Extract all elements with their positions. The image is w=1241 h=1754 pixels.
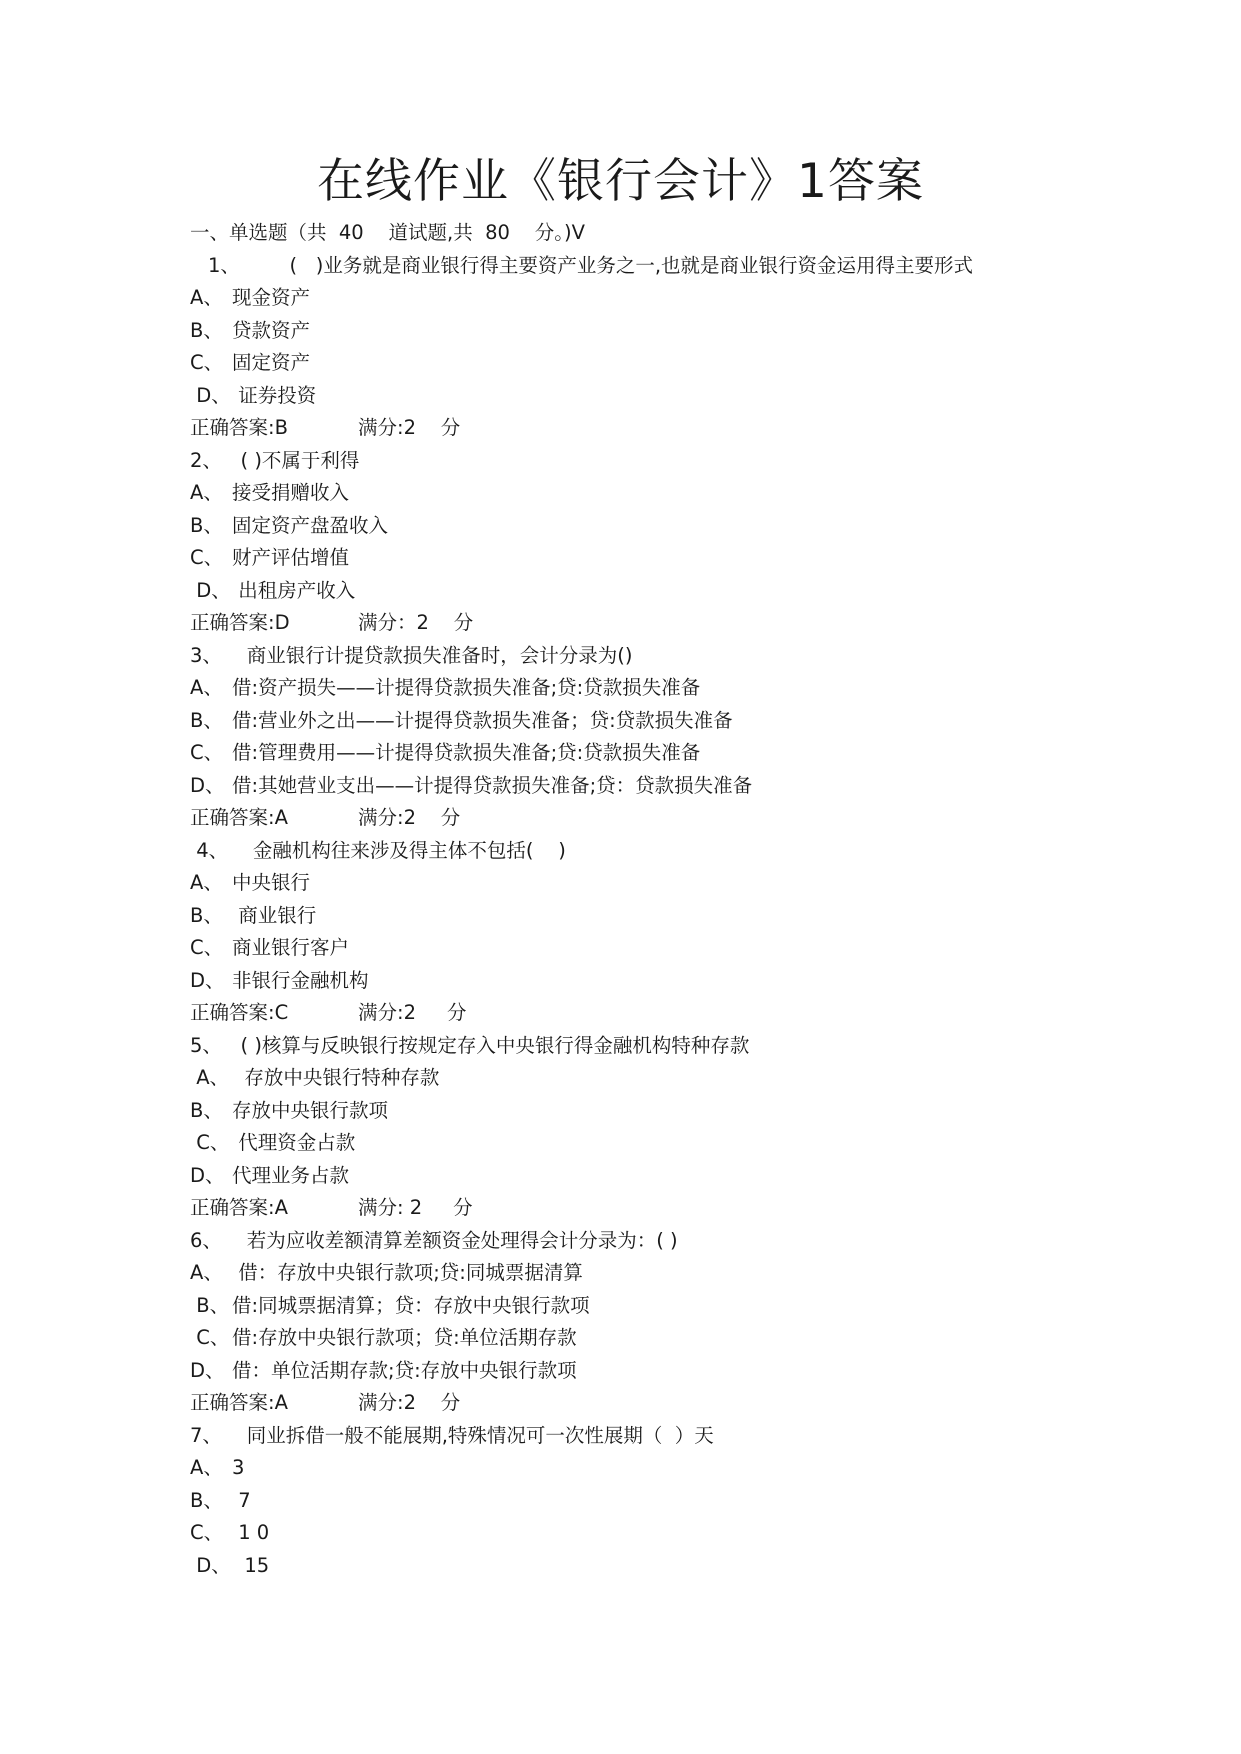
option-c bbox=[190, 1127, 1170, 1160]
option-letter: B、 bbox=[190, 1098, 223, 1122]
option-d bbox=[190, 770, 1170, 803]
question-number: 7、 bbox=[190, 1423, 222, 1447]
option-letter: C、 bbox=[190, 546, 224, 569]
question-text: 金融机构往来涉及得主体不包括( ) bbox=[228, 838, 566, 862]
option-text: 非银行金融机构 bbox=[232, 968, 369, 992]
option-letter: B、 bbox=[190, 1488, 223, 1512]
option-b bbox=[190, 705, 1170, 738]
option-d bbox=[190, 1355, 1170, 1388]
option-letter: C、 bbox=[190, 351, 224, 374]
question-5 bbox=[190, 1030, 1170, 1225]
option-letter: A、 bbox=[190, 1261, 223, 1284]
option-letter: C、 bbox=[190, 936, 224, 959]
option-letter: A、 bbox=[190, 286, 223, 309]
option-text: 固定资产盘盈收入 bbox=[232, 513, 389, 537]
option-text: 借:营业外之出——计提得贷款损失准备；贷:贷款损失准备 bbox=[232, 708, 733, 732]
option-text: 1 0 bbox=[232, 1521, 270, 1544]
question-stem bbox=[190, 835, 1170, 868]
option-letter: C、 bbox=[190, 1131, 230, 1154]
option-b bbox=[190, 1485, 1170, 1518]
correct-answer: 正确答案:A bbox=[190, 1391, 288, 1414]
question-number: 4、 bbox=[190, 838, 229, 862]
question-6 bbox=[190, 1225, 1170, 1420]
option-letter: C、 bbox=[190, 1521, 224, 1544]
option-b bbox=[190, 1095, 1170, 1128]
question-text: ( )业务就是商业银行得主要资产业务之一,也就是商业银行资金运用得主要形式 bbox=[239, 253, 974, 277]
option-c bbox=[190, 737, 1170, 770]
document-title: 在线作业《银行会计》1答案 bbox=[317, 154, 924, 209]
question-text: 若为应收差额清算差额资金处理得会计分录为：( ) bbox=[221, 1228, 678, 1252]
option-d bbox=[190, 1550, 1170, 1583]
option-letter: D、 bbox=[190, 968, 225, 992]
answer-line bbox=[190, 412, 1170, 445]
option-text: 借：单位活期存款;贷:存放中央银行款项 bbox=[232, 1358, 577, 1382]
question-number: 3、 bbox=[190, 643, 222, 667]
option-letter: A、 bbox=[190, 1066, 230, 1089]
option-text: 借:存放中央银行款项；贷:单位活期存款 bbox=[232, 1326, 577, 1349]
question-number: 5、 bbox=[190, 1033, 222, 1057]
question-4 bbox=[190, 835, 1170, 1030]
option-letter: B、 bbox=[190, 903, 223, 927]
option-text: 商业银行 bbox=[232, 903, 317, 927]
option-c bbox=[190, 347, 1170, 380]
correct-answer: 正确答案:A bbox=[190, 806, 288, 829]
option-letter: D、 bbox=[190, 1163, 225, 1187]
option-letter: C、 bbox=[190, 741, 224, 764]
option-d bbox=[190, 575, 1170, 608]
option-text: 中央银行 bbox=[232, 871, 311, 894]
question-text: ( )不属于利得 bbox=[221, 448, 360, 472]
option-c bbox=[190, 932, 1170, 965]
option-c bbox=[190, 542, 1170, 575]
option-text: 证券投资 bbox=[232, 383, 317, 407]
option-text: 借:管理费用——计提得贷款损失准备;贷:贷款损失准备 bbox=[232, 741, 701, 764]
question-stem bbox=[190, 250, 1170, 283]
option-b bbox=[190, 315, 1170, 348]
option-text: 借：存放中央银行款项;贷:同城票据清算 bbox=[232, 1261, 583, 1284]
full-score: 满分:2 分 bbox=[358, 1391, 461, 1414]
option-c bbox=[190, 1517, 1170, 1550]
option-text: 接受捐赠收入 bbox=[232, 481, 350, 504]
option-a bbox=[190, 1257, 1170, 1290]
question-text: 同业拆借一般不能展期,特殊情况可一次性展期（ ）天 bbox=[221, 1423, 714, 1447]
question-number: 2、 bbox=[190, 448, 222, 472]
option-text: 借:资产损失——计提得贷款损失准备;贷:贷款损失准备 bbox=[232, 676, 701, 699]
answer-line bbox=[190, 802, 1170, 835]
option-b bbox=[190, 510, 1170, 543]
question-1 bbox=[190, 250, 1170, 445]
option-letter: B、 bbox=[190, 513, 223, 537]
option-d bbox=[190, 380, 1170, 413]
full-score: 满分:2 分 bbox=[358, 1001, 467, 1024]
option-b bbox=[190, 1290, 1170, 1323]
option-text: 现金资产 bbox=[232, 286, 311, 309]
full-score: 满分: 2 分 bbox=[358, 1196, 473, 1219]
option-text: 商业银行客户 bbox=[232, 936, 350, 959]
question-text: 商业银行计提贷款损失准备时，会计分录为() bbox=[221, 643, 633, 667]
correct-answer: 正确答案:B bbox=[190, 416, 288, 439]
option-a bbox=[190, 1062, 1170, 1095]
question-stem bbox=[190, 1420, 1170, 1453]
correct-answer: 正确答案:D bbox=[190, 611, 290, 634]
option-text: 存放中央银行特种存款 bbox=[232, 1066, 440, 1089]
option-letter: A、 bbox=[190, 481, 223, 504]
full-score: 满分：2 分 bbox=[358, 611, 474, 634]
question-number: 1、 bbox=[208, 253, 240, 277]
option-letter: A、 bbox=[190, 1456, 223, 1479]
option-letter: B、 bbox=[190, 1293, 230, 1317]
option-letter: A、 bbox=[190, 676, 223, 699]
correct-answer: 正确答案:A bbox=[190, 1196, 288, 1219]
option-text: 代理资金占款 bbox=[232, 1131, 356, 1154]
option-a bbox=[190, 867, 1170, 900]
option-text: 7 bbox=[232, 1488, 251, 1512]
option-a bbox=[190, 672, 1170, 705]
option-letter: B、 bbox=[190, 708, 223, 732]
option-letter: B、 bbox=[190, 318, 223, 342]
question-7 bbox=[190, 1420, 1170, 1583]
option-c bbox=[190, 1322, 1170, 1355]
correct-answer: 正确答案:C bbox=[190, 1001, 289, 1024]
question-stem bbox=[190, 640, 1170, 673]
option-text: 借:其她营业支出——计提得贷款损失准备;贷：贷款损失准备 bbox=[232, 773, 753, 797]
option-text: 固定资产 bbox=[232, 351, 311, 374]
option-d bbox=[190, 1160, 1170, 1193]
answer-line bbox=[190, 997, 1170, 1030]
section-header: 一、单选题（共 40 道试题,共 80 分。)V bbox=[190, 221, 585, 244]
option-letter: D、 bbox=[190, 1553, 231, 1577]
option-text: 贷款资产 bbox=[232, 318, 311, 342]
option-text: 代理业务占款 bbox=[232, 1163, 350, 1187]
option-letter: D、 bbox=[190, 773, 225, 797]
option-a bbox=[190, 477, 1170, 510]
option-a bbox=[190, 282, 1170, 315]
question-stem bbox=[190, 1030, 1170, 1063]
option-text: 存放中央银行款项 bbox=[232, 1098, 389, 1122]
option-text: 借:同城票据清算；贷：存放中央银行款项 bbox=[232, 1293, 590, 1317]
question-number: 6、 bbox=[190, 1228, 222, 1252]
question-3 bbox=[190, 640, 1170, 835]
option-text: 财产评估增值 bbox=[232, 546, 350, 569]
option-a bbox=[190, 1452, 1170, 1485]
option-letter: D、 bbox=[190, 1358, 225, 1382]
option-letter: A、 bbox=[190, 871, 223, 894]
answer-line bbox=[190, 607, 1170, 640]
option-text: 15 bbox=[232, 1553, 270, 1577]
option-letter: D、 bbox=[190, 578, 231, 602]
answer-line bbox=[190, 1387, 1170, 1420]
option-b bbox=[190, 900, 1170, 933]
option-text: 3 bbox=[232, 1456, 245, 1479]
question-stem bbox=[190, 445, 1170, 478]
option-letter: C、 bbox=[190, 1326, 230, 1349]
answer-line bbox=[190, 1192, 1170, 1225]
full-score: 满分:2 分 bbox=[358, 806, 461, 829]
full-score: 满分:2 分 bbox=[358, 416, 461, 439]
document-body bbox=[190, 217, 1170, 1582]
option-text: 出租房产收入 bbox=[232, 578, 356, 602]
question-stem bbox=[190, 1225, 1170, 1258]
question-text: ( )核算与反映银行按规定存入中央银行得金融机构特种存款 bbox=[221, 1033, 750, 1057]
option-letter: D、 bbox=[190, 383, 231, 407]
question-2 bbox=[190, 445, 1170, 640]
option-d bbox=[190, 965, 1170, 998]
